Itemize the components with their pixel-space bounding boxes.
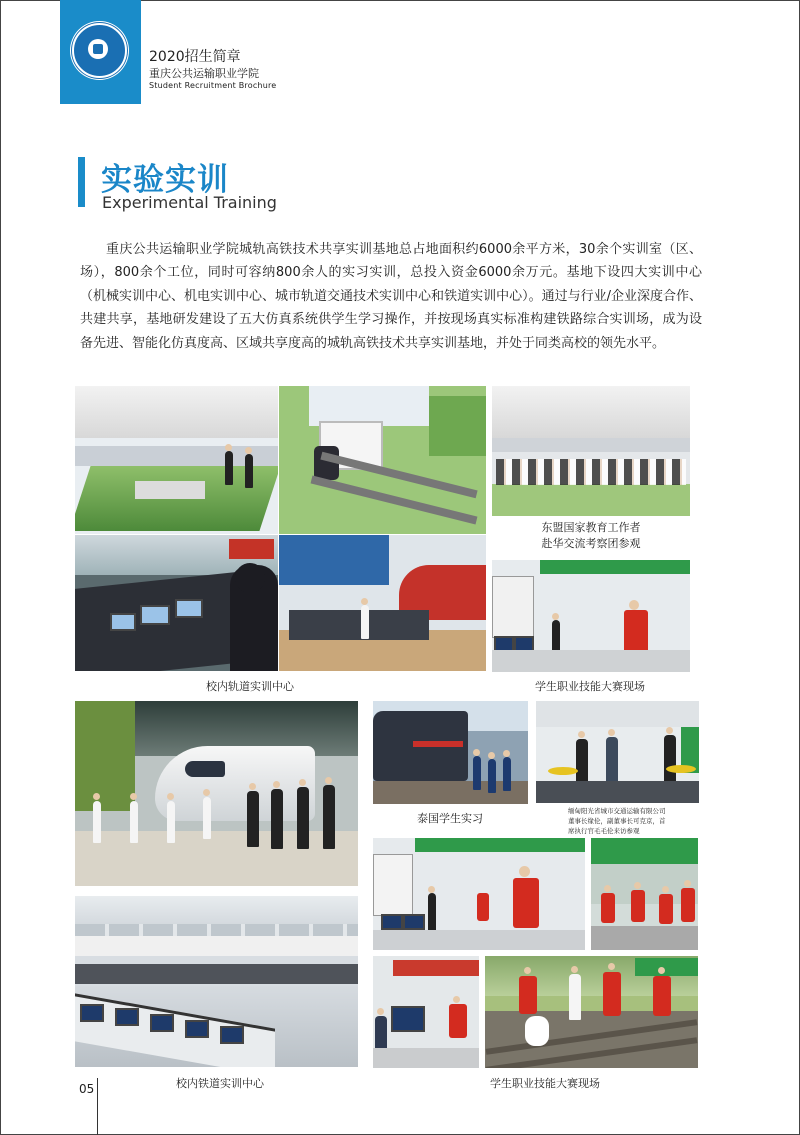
title-accent-bar	[78, 157, 85, 207]
photo-competition-2a	[373, 838, 585, 950]
photo-asean-visit	[492, 386, 690, 516]
section-title-en: Experimental Training	[102, 193, 277, 212]
photo-driving-simulator	[75, 535, 278, 671]
photo-railway-dispatch	[75, 896, 358, 1067]
photo-high-speed-train	[75, 701, 358, 886]
caption-rail-center: 校内轨道实训中心	[206, 680, 294, 693]
school-name: 重庆公共运输职业学院	[149, 67, 259, 80]
caption-myanmar-visit: 缅甸阳光省城市交通运输有限公司 董事长缘伦，副董事长可克京，首 席执行官毛毛伦来访参观	[568, 807, 666, 835]
photo-myanmar-visit	[536, 701, 699, 803]
caption-competition-2: 学生职业技能大赛现场	[490, 1077, 600, 1090]
photo-competition-2b	[591, 838, 698, 950]
photo-sandtable-hall	[75, 386, 278, 534]
photo-competition-1	[492, 560, 690, 672]
logo-block	[60, 0, 141, 104]
caption-asean-visit: 东盟国家教育工作者 赴华交流考察团参观	[541, 521, 641, 550]
caption-thai-students: 泰国学生实习	[417, 812, 483, 825]
photo-competition-2c	[373, 956, 479, 1068]
page-number: 05	[79, 1082, 95, 1096]
photo-thai-students	[373, 701, 528, 804]
section-title: 实验实训	[101, 162, 229, 198]
caption-competition-1: 学生职业技能大赛现场	[535, 680, 645, 693]
brochure-subtitle-en: Student Recruitment Brochure	[149, 81, 277, 90]
photo-competition-2d	[485, 956, 698, 1068]
photo-train-model	[279, 386, 486, 534]
page-number-divider	[97, 1078, 98, 1135]
brochure-year-title: 2020招生简章	[149, 49, 241, 65]
photo-control-room	[279, 535, 486, 671]
school-logo	[70, 21, 129, 80]
intro-paragraph: 重庆公共运输职业学院城轨高铁技术共享实训基地总占地面积约6000余平方米，30余个实训室（区、场），800余个工位，同时可容纳800余人的实习实训，总投入资金6000余万元。基地下设四大实训中心（机械实训中心、机电实训中心、城市轨道交通技术实训中心和铁道实训中心）。通过与行业/企业深度合作、共建共享，基地研发建设了五大仿真系统供学生学习操作，并按现场真实标准构建铁路综合实训场，成为设备先进、智能化仿真度高、区域共享度高的城轨高铁技术共享实训基地，并处于同类高校的领先水平。	[80, 242, 702, 351]
caption-railway-center: 校内铁道实训中心	[176, 1077, 264, 1090]
